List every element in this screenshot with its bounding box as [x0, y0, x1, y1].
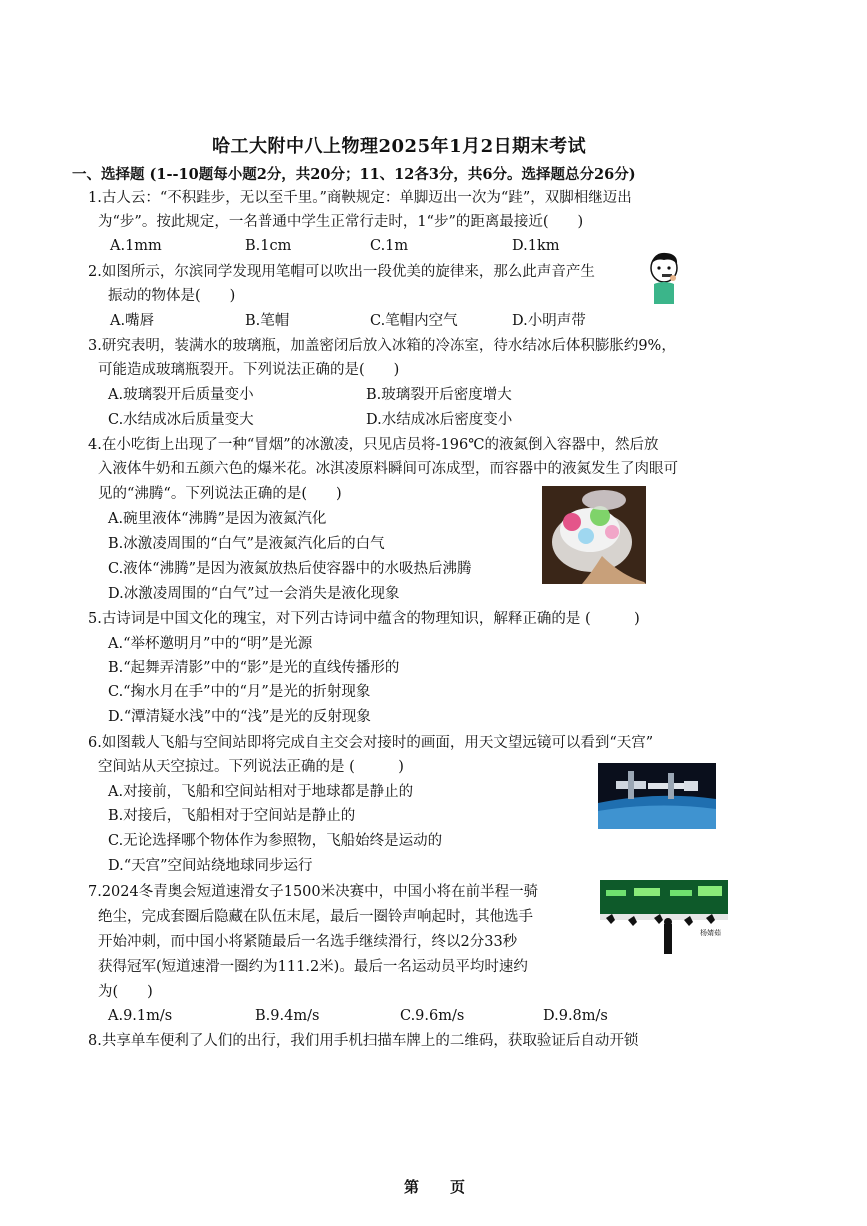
question-7-option-b: B.9.4m/s — [255, 1008, 320, 1024]
question-7-option-a: A.9.1m/s — [108, 1008, 173, 1024]
question-3-option-d: D.水结成冰后密度变小 — [366, 412, 513, 428]
question-4-option-b: B.冰激凌周围的“白气”是液氮汽化后的白气 — [108, 536, 385, 552]
question-4-line-1: 4.在小吃街上出现了一种“冒烟”的冰激凌，只见店员将-196℃的液氮倒入容器中，然后放 — [88, 437, 659, 453]
question-7-option-d: D.9.8m/s — [543, 1008, 608, 1024]
question-6-option-a: A.对接前，飞船和空间站相对于地球都是静止的 — [108, 784, 414, 800]
question-1-option-b: B.1cm — [245, 238, 292, 254]
liquid-nitrogen-ice-cream-image — [542, 486, 646, 584]
question-5-option-a: A.“举杯邀明月”中的“明”是光源 — [108, 636, 313, 652]
question-6-option-d: D.“天宫”空间站绕地球同步运行 — [108, 858, 313, 874]
question-4-option-a: A.碗里液体“沸腾”是因为液氮汽化 — [108, 511, 327, 527]
question-3-option-b: B.玻璃裂开后密度增大 — [366, 387, 512, 403]
question-1-line-1: 1.古人云：“不积跬步，无以至千里。”商鞅规定：单脚迈出一次为“跬”，双脚相继迈出 — [88, 190, 632, 206]
question-2-line-1: 2.如图所示，尔滨同学发现用笔帽可以吹出一段优美的旋律来，那么此声音产生 — [88, 264, 595, 280]
question-2-option-a: A.嘴唇 — [110, 313, 155, 329]
question-1-option-c: C.1m — [370, 238, 409, 254]
page-footer-left: 第 — [404, 1178, 420, 1196]
question-6-option-c: C.无论选择哪个物体作为参照物，飞船始终是运动的 — [108, 833, 443, 849]
question-7-line-5: 为( ) — [98, 984, 153, 1000]
space-station-docking-image — [598, 763, 716, 829]
question-2-line-2: 振动的物体是( ) — [108, 288, 236, 304]
question-5-option-b: B.“起舞弄清影”中的“影”是光的直线传播形的 — [108, 660, 400, 676]
question-4-option-c: C.液体“沸腾”是因为液氮放热后使容器中的水吸热后沸腾 — [108, 561, 472, 577]
question-1-option-d: D.1km — [512, 238, 560, 254]
question-3-line-2: 可能造成玻璃瓶裂开。下列说法正确的是( ) — [98, 362, 400, 378]
question-6-line-1: 6.如图载人飞船与空间站即将完成自主交会对接时的画面，用天文望远镜可以看到“天宫” — [88, 735, 654, 751]
question-8-line-1: 8.共享单车便利了人们的出行，我们用手机扫描车牌上的二维码，获取验证后自动开锁 — [88, 1033, 639, 1049]
question-1-option-a: A.1mm — [110, 238, 162, 254]
question-7-line-2: 绝尘，完成套圈后隐藏在队伍末尾，最后一圈铃声响起时，其他选手 — [98, 909, 533, 925]
question-3-option-a: A.玻璃裂开后质量变小 — [108, 387, 254, 403]
question-3-option-c: C.水结成冰后质量变大 — [108, 412, 254, 428]
question-7-line-4: 获得冠军(短道速滑一圈约为111.2米)。最后一名运动员平均时速约 — [98, 959, 528, 975]
speed-skating-image — [600, 880, 728, 956]
question-6-option-b: B.对接后，飞船相对于空间站是静止的 — [108, 808, 356, 824]
question-2-option-b: B.笔帽 — [245, 313, 290, 329]
question-2-option-d: D.小明声带 — [512, 313, 586, 329]
question-5-option-d: D.“潭清疑水浅”中的“浅”是光的反射现象 — [108, 709, 371, 725]
question-6-line-2: 空间站从天空掠过。下列说法正确的是 ( ) — [98, 759, 404, 775]
skater-caption: 杨婧茹 — [700, 929, 721, 937]
question-7-option-c: C.9.6m/s — [400, 1008, 465, 1024]
question-4-line-2: 入液体牛奶和五颜六色的爆米花。冰淇凌原料瞬间可冻成型，而容器中的液氮发生了肉眼可 — [98, 461, 678, 477]
question-1-line-2: 为“步”。按此规定，一名普通中学生正常行走时，1“步”的距离最接近( ) — [98, 214, 584, 230]
question-5-option-c: C.“掬水月在手”中的“月”是光的折射现象 — [108, 684, 371, 700]
page-footer-right: 页 — [450, 1178, 466, 1196]
question-3-line-1: 3.研究表明，装满水的玻璃瓶，加盖密闭后放入冰箱的冷冻室，待水结冰后体积膨胀约9%， — [88, 338, 676, 354]
question-5-line-1: 5.古诗词是中国文化的瑰宝，对下列古诗词中蕴含的物理知识，解释正确的是 ( ) — [88, 611, 640, 627]
section-heading: 一、选择题 (1--10题每小题2分，共20分；11、12各3分，共6分。选择题总分26分) — [72, 166, 636, 183]
question-7-line-3: 开始冲刺，而中国小将紧随最后一名选手继续滑行，终以2分33秒 — [98, 934, 518, 950]
exam-title: 哈工大附中八上物理2025年1月2日期末考试 — [212, 136, 587, 157]
boy-blowing-pen-cap-image — [644, 250, 684, 306]
question-7-line-1: 7.2024冬青奥会短道速滑女子1500米决赛中，中国小将在前半程一骑 — [88, 884, 539, 900]
question-4-line-3: 见的“沸腾“。下列说法正确的是( ) — [98, 486, 342, 502]
question-2-option-c: C.笔帽内空气 — [370, 313, 458, 329]
question-4-option-d: D.冰激凌周围的“白气”过一会消失是液化现象 — [108, 586, 400, 602]
